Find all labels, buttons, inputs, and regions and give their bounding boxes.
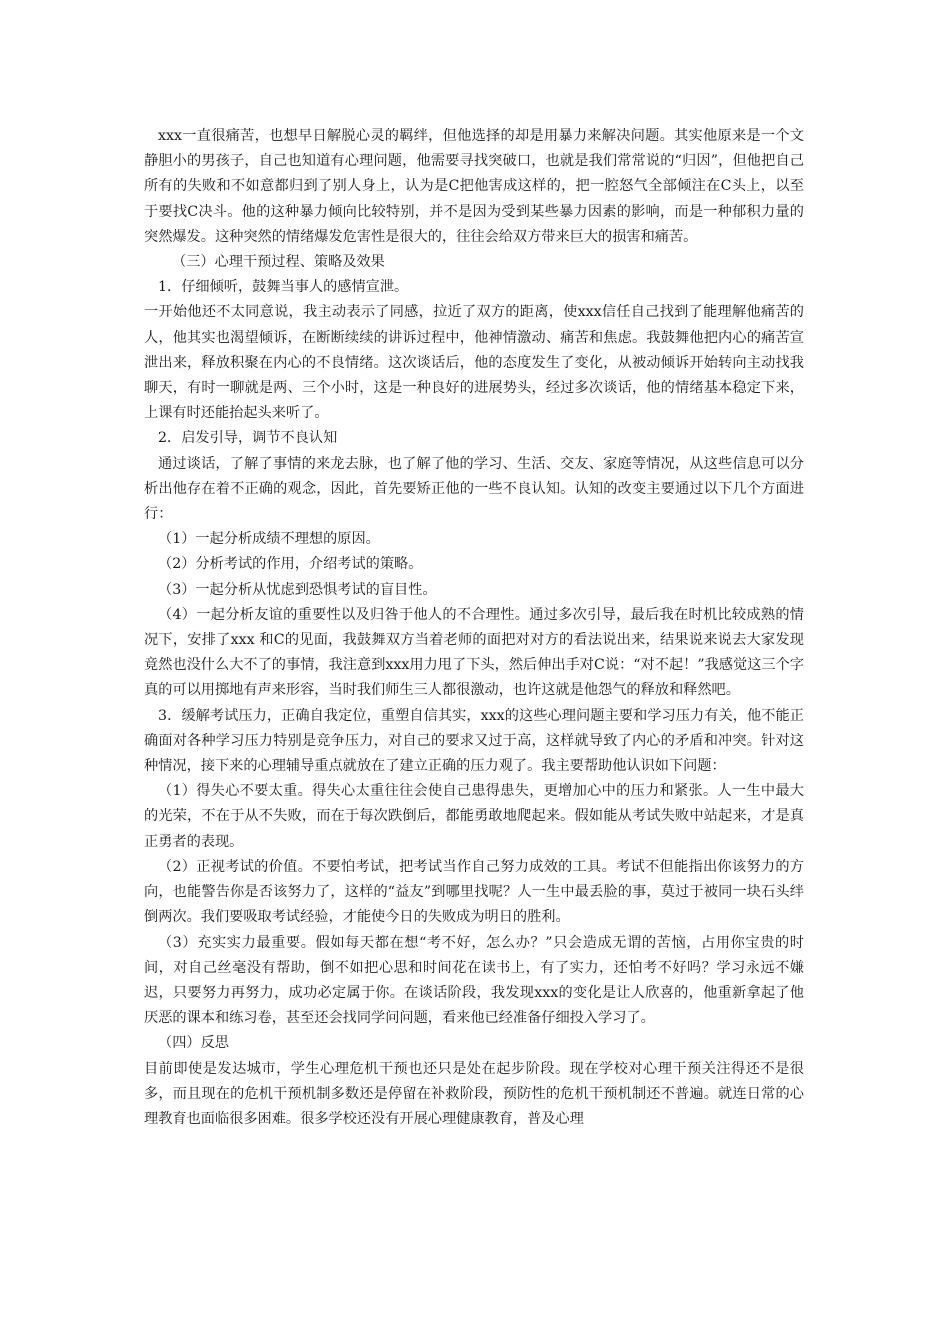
list-item-pressure-3: （3）充实实力最重要。假如每天都在想“考不好，怎么办？”只会造成无谓的苦恼，占用你宝贵的时间，对自己丝毫没有帮助，倒不如把心思和时间花在读书上，有了实力，还怕考不好吗？学习永远不嫌迟，只要努力再努力，成功必定属于你。在谈话阶段，我发现xxx的变化是让人欣喜的，他重新拿起了他厌恶的课本和练习卷，甚至还会找同学问问题，看来他已经准备仔细投入学习了。	[144, 934, 804, 1027]
document-page	[144, 124, 804, 1132]
paragraph-reflection: 目前即使是发达城市，学生心理危机干预也还只是处在起步阶段。现在学校对心理干预关注得还不是很多，而且现在的危机干预机制多数还是停留在补救阶段，预防性的危机干预机制还不普遍。就连日常的心理教育也面临很多困难。很多学校还没有开展心理健康教育，普及心理	[144, 1060, 804, 1127]
paragraph-listening: 一开始他还不太同意说，我主动表示了同感，拉近了双方的距离，使xxx信任自己找到了能理解他痛苦的人，他其实也渴望倾诉，在断断续续的讲诉过程中，他神情激动、痛苦和焦虑。我鼓舞他把内心的痛苦宣泄出来，释放积聚在内心的不良情绪。这次谈话后，他的态度发生了变化，从被动倾诉开始转向主动找我聊天，有时一聊就是两、三个小时，这是一种良好的进展势头，经过多次谈话，他的情绪基本稳定下来，上课有时还能抬起头来听了。	[144, 304, 804, 422]
list-item-cognition-3: （3）一起分析从忧虑到恐惧考试的盲目性。	[158, 581, 437, 598]
paragraph-incident-analysis: xxx一直很痛苦，也想早日解脱心灵的羁绊，但他选择的却是用暴力来解决问题。其实他原来是一个文静胆小的男孩子，自己也知道有心理问题，他需要寻找突破口，也就是我们常常说的“归因”，但他把自己所有的失败和不如意都归到了别人身上，认为是C把他害成这样的，把一腔怒气全部倾注在C头上，以至于要找C决斗。他的这种暴力倾向比较特别，并不是因为受到某些暴力因素的影响，而是一种郁积力量的突然爆发。这种突然的情绪爆发危害性是很大的，往往会给双方带来巨大的损害和痛苦。	[144, 128, 804, 245]
list-item-pressure-2: （2）正视考试的价值。不要怕考试，把考试当作自己努力成效的工具。考试不但能指出你该努力的方向，也能警告你是否该努力了，这样的“益友”到哪里找呢？人一生中最丢脸的事，莫过于被同一块石头绊倒两次。我们要吸取考试经验，才能使今日的失败成为明日的胜利。	[144, 858, 804, 926]
subheading-listening: 1．仔细倾听，鼓舞当事人的感情宣泄。	[158, 279, 409, 296]
section-heading-reflection: （四）反思	[158, 1035, 229, 1052]
list-item-pressure-1: （1）得失心不要太重。得失心太重往往会使自己患得患失，更增加心中的压力和紧张。人一生中最大的光荣，不在于从不失败，而在于每次跌倒后，都能勇敢地爬起来。假如能从考试失败中站起来，才是真正勇者的表现。	[144, 783, 804, 850]
paragraph-exam-pressure: 3．缓解考试压力，正确自我定位，重塑自信其实，xxx的这些心理问题主要和学习压力有关，他不能正确面对各种学习压力特别是竞争压力，对自己的要求又过于高，这样就导致了内心的矛盾和冲突。针对这种情况，接下来的心理辅导重点就放在了建立正确的压力观了。我主要帮助他认识如下问题：	[144, 707, 804, 775]
section-heading-intervention: （三）心理干预过程、策略及效果	[172, 254, 385, 271]
paragraph-guidance: 通过谈话，了解了事情的来龙去脉，也了解了他的学习、生活、交友、家庭等情况，从这些信息可以分析出他存在着不正确的观念，因此，首先要矫正他的一些不良认知。认知的改变主要通过以下几个方面进行：	[144, 455, 804, 523]
subheading-guidance: 2．启发引导，调节不良认知	[158, 430, 338, 447]
list-item-cognition-4: （4）一起分析友谊的重要性以及归咎于他人的不合理性。通过多次引导，最后我在时机比较成熟的情况下，安排了xxx 和C的见面，我鼓舞双方当着老师的面把对对方的看法说出来，结果说来说去大家发现竟然也没什么大不了的事情，我注意到xxx用力甩了下头，然后伸出手对C说：“对不起！”我感觉这三个字真的可以用掷地有声来形容，当时我们师生三人都很激动，也许这就是他怨气的释放和释然吧。	[144, 606, 804, 699]
list-item-cognition-2: （2）分析考试的作用，介绍考试的策略。	[158, 556, 423, 573]
list-item-cognition-1: （1）一起分析成绩不理想的原因。	[158, 531, 380, 548]
